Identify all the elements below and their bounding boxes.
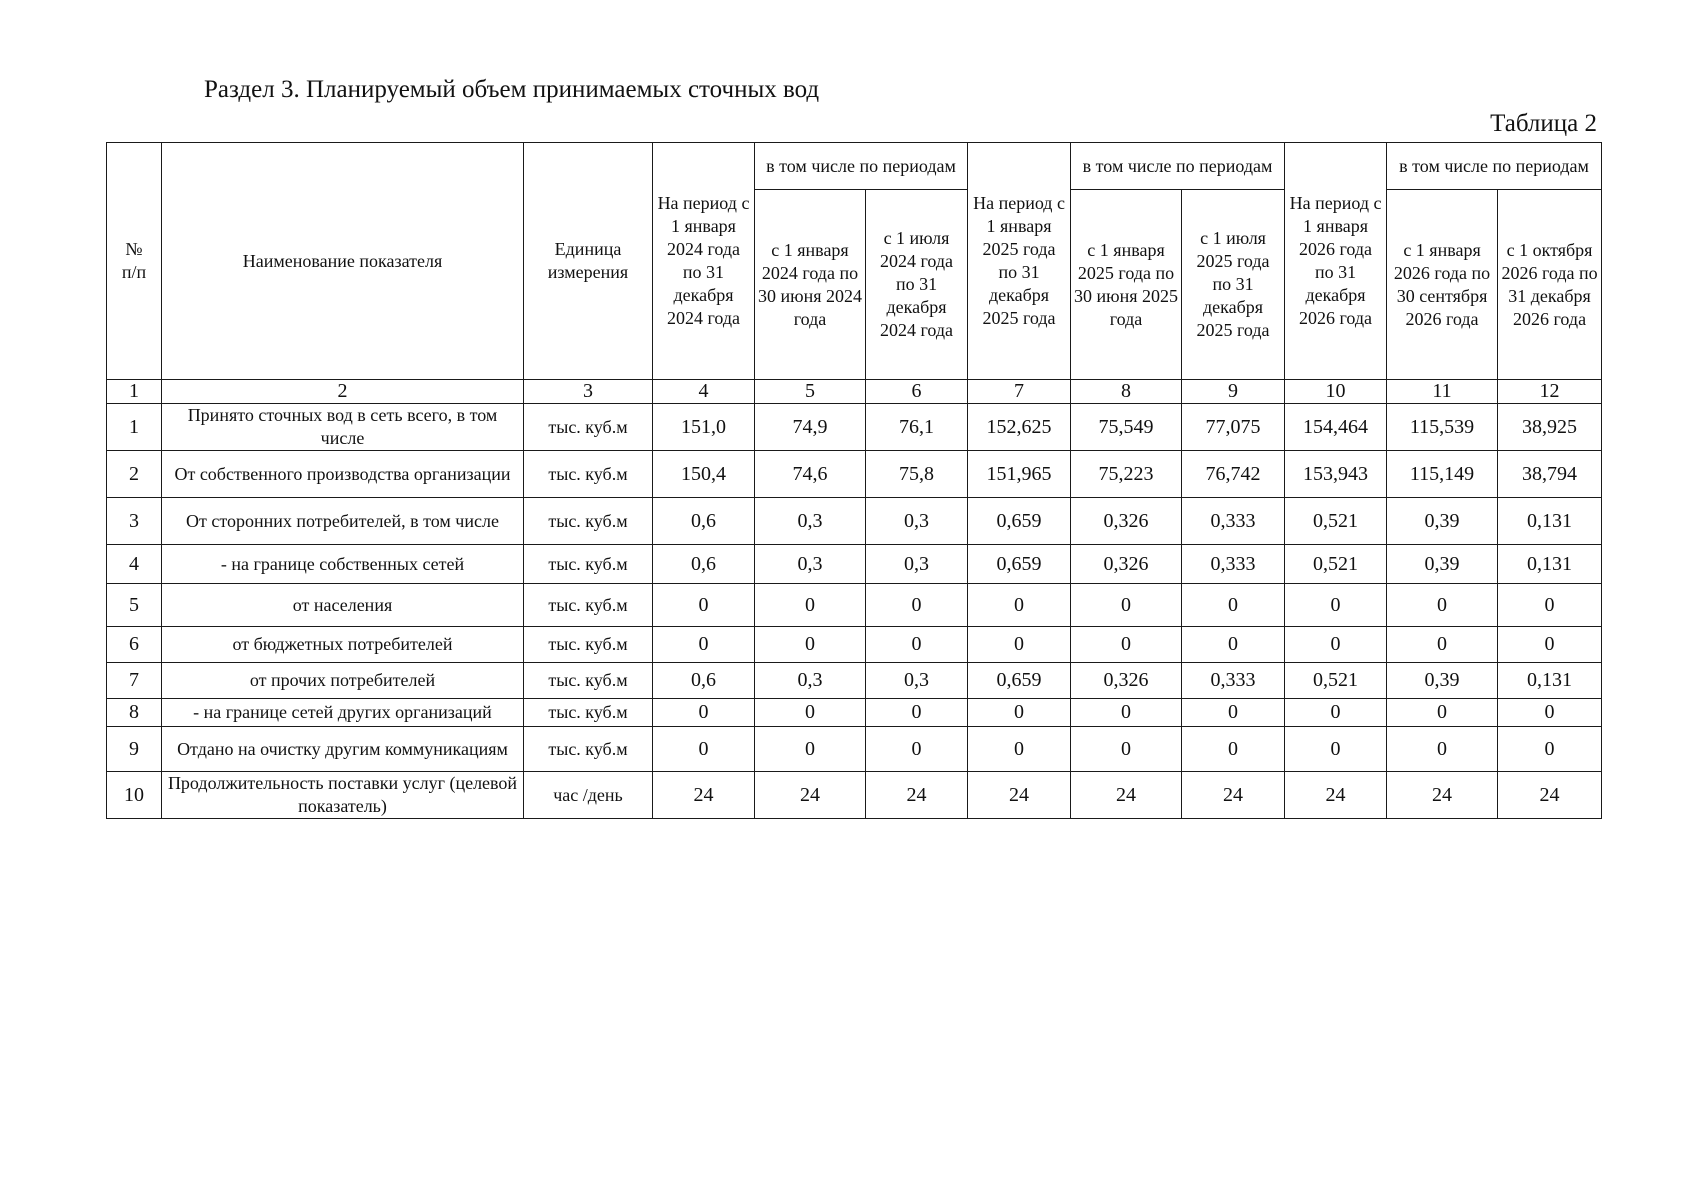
header-2024-h2: с 1 июля 2024 года по 31 декабря 2024 года <box>866 190 968 380</box>
value-cell: 0 <box>1182 699 1285 727</box>
column-number: 8 <box>1071 380 1182 404</box>
value-cell: 24 <box>1285 772 1387 819</box>
table-row <box>107 498 1602 545</box>
value-cell: 0,39 <box>1387 663 1498 699</box>
value-cell: 0 <box>1498 699 1602 727</box>
column-number: 11 <box>1387 380 1498 404</box>
indicator-name: от населения <box>162 584 524 627</box>
value-cell: 151,965 <box>968 451 1071 498</box>
value-cell: 0 <box>1071 627 1182 663</box>
table-header <box>107 143 1602 404</box>
value-cell: 0 <box>968 727 1071 772</box>
value-cell: 0 <box>1285 699 1387 727</box>
header-num: № п/п <box>107 143 162 380</box>
unit-cell: тыс. куб.м <box>524 545 653 584</box>
value-cell: 150,4 <box>653 451 755 498</box>
table-row <box>107 451 1602 498</box>
value-cell: 115,539 <box>1387 404 1498 451</box>
unit-cell: тыс. куб.м <box>524 584 653 627</box>
header-sub-2025: в том числе по периодам <box>1071 143 1285 190</box>
value-cell: 0 <box>1387 584 1498 627</box>
row-number: 3 <box>107 498 162 545</box>
header-sub-2024: в том числе по периодам <box>755 143 968 190</box>
indicator-name: - на границе сетей других организаций <box>162 699 524 727</box>
value-cell: 75,223 <box>1071 451 1182 498</box>
value-cell: 0,6 <box>653 663 755 699</box>
value-cell: 24 <box>1387 772 1498 819</box>
value-cell: 0,39 <box>1387 498 1498 545</box>
header-name: Наименование показателя <box>162 143 524 380</box>
value-cell: 0 <box>653 727 755 772</box>
value-cell: 0 <box>1285 584 1387 627</box>
value-cell: 153,943 <box>1285 451 1387 498</box>
value-cell: 76,742 <box>1182 451 1285 498</box>
column-number: 12 <box>1498 380 1602 404</box>
table-row <box>107 627 1602 663</box>
value-cell: 0 <box>1498 727 1602 772</box>
value-cell: 0 <box>755 584 866 627</box>
column-number: 6 <box>866 380 968 404</box>
unit-cell: тыс. куб.м <box>524 627 653 663</box>
value-cell: 0 <box>1285 627 1387 663</box>
unit-cell: тыс. куб.м <box>524 663 653 699</box>
value-cell: 74,9 <box>755 404 866 451</box>
value-cell: 75,549 <box>1071 404 1182 451</box>
header-period-2024: На период с 1 января 2024 года по 31 декабря 2024 года <box>653 143 755 380</box>
value-cell: 76,1 <box>866 404 968 451</box>
value-cell: 0 <box>866 627 968 663</box>
value-cell: 0 <box>755 699 866 727</box>
value-cell: 0 <box>1182 584 1285 627</box>
value-cell: 0,3 <box>866 663 968 699</box>
row-number: 4 <box>107 545 162 584</box>
column-number: 4 <box>653 380 755 404</box>
section-title: Раздел 3. Планируемый объем принимаемых сточных вод <box>204 76 820 103</box>
value-cell: 38,925 <box>1498 404 1602 451</box>
value-cell: 0,3 <box>866 498 968 545</box>
value-cell: 0 <box>866 584 968 627</box>
value-cell: 0,3 <box>755 663 866 699</box>
value-cell: 0,131 <box>1498 545 1602 584</box>
table-row <box>107 699 1602 727</box>
value-cell: 0,333 <box>1182 545 1285 584</box>
column-numbers-row <box>107 380 1602 404</box>
table-body <box>107 404 1602 819</box>
value-cell: 24 <box>1498 772 1602 819</box>
header-2024-h1: с 1 января 2024 года по 30 июня 2024 года <box>755 190 866 380</box>
value-cell: 0 <box>1285 727 1387 772</box>
value-cell: 151,0 <box>653 404 755 451</box>
value-cell: 74,6 <box>755 451 866 498</box>
header-2026-q1-q3: с 1 января 2026 года по 30 сентября 2026 года <box>1387 190 1498 380</box>
value-cell: 154,464 <box>1285 404 1387 451</box>
table-label: Таблица 2 <box>1490 110 1597 137</box>
value-cell: 77,075 <box>1182 404 1285 451</box>
value-cell: 0,659 <box>968 545 1071 584</box>
value-cell: 0 <box>866 699 968 727</box>
header-period-2025: На период с 1 января 2025 года по 31 декабря 2025 года <box>968 143 1071 380</box>
table-row <box>107 727 1602 772</box>
indicator-name: От сторонних потребителей, в том числе <box>162 498 524 545</box>
unit-cell: тыс. куб.м <box>524 404 653 451</box>
row-number: 1 <box>107 404 162 451</box>
value-cell: 0 <box>968 699 1071 727</box>
value-cell: 0,39 <box>1387 545 1498 584</box>
value-cell: 24 <box>1071 772 1182 819</box>
value-cell: 0 <box>1387 727 1498 772</box>
value-cell: 152,625 <box>968 404 1071 451</box>
unit-cell: тыс. куб.м <box>524 451 653 498</box>
value-cell: 0,131 <box>1498 663 1602 699</box>
value-cell: 0,521 <box>1285 545 1387 584</box>
unit-cell: тыс. куб.м <box>524 727 653 772</box>
value-cell: 0,326 <box>1071 498 1182 545</box>
table-row <box>107 772 1602 819</box>
table-row <box>107 584 1602 627</box>
value-cell: 0,326 <box>1071 663 1182 699</box>
value-cell: 0,326 <box>1071 545 1182 584</box>
row-number: 9 <box>107 727 162 772</box>
value-cell: 0 <box>1182 727 1285 772</box>
column-number: 9 <box>1182 380 1285 404</box>
row-number: 8 <box>107 699 162 727</box>
value-cell: 75,8 <box>866 451 968 498</box>
indicator-name: от прочих потребителей <box>162 663 524 699</box>
value-cell: 0 <box>1071 584 1182 627</box>
value-cell: 0,333 <box>1182 663 1285 699</box>
value-cell: 0,3 <box>866 545 968 584</box>
value-cell: 115,149 <box>1387 451 1498 498</box>
header-unit: Единица измерения <box>524 143 653 380</box>
header-2025-h1: с 1 января 2025 года по 30 июня 2025 года <box>1071 190 1182 380</box>
value-cell: 0 <box>968 627 1071 663</box>
value-cell: 0 <box>1071 727 1182 772</box>
value-cell: 0,6 <box>653 545 755 584</box>
row-number: 6 <box>107 627 162 663</box>
value-cell: 0 <box>1182 627 1285 663</box>
row-number: 10 <box>107 772 162 819</box>
value-cell: 0,6 <box>653 498 755 545</box>
value-cell: 24 <box>968 772 1071 819</box>
indicator-name: От собственного производства организации <box>162 451 524 498</box>
column-number: 1 <box>107 380 162 404</box>
row-number: 5 <box>107 584 162 627</box>
value-cell: 24 <box>755 772 866 819</box>
value-cell: 0 <box>1498 584 1602 627</box>
value-cell: 38,794 <box>1498 451 1602 498</box>
value-cell: 0 <box>1387 699 1498 727</box>
value-cell: 0,3 <box>755 498 866 545</box>
unit-cell: тыс. куб.м <box>524 699 653 727</box>
value-cell: 24 <box>653 772 755 819</box>
column-number: 7 <box>968 380 1071 404</box>
column-number: 2 <box>162 380 524 404</box>
value-cell: 0 <box>866 727 968 772</box>
row-number: 2 <box>107 451 162 498</box>
value-cell: 0 <box>653 627 755 663</box>
table-row <box>107 404 1602 451</box>
value-cell: 0 <box>653 699 755 727</box>
value-cell: 0 <box>1387 627 1498 663</box>
indicator-name: Продолжительность поставки услуг (целевой показатель) <box>162 772 524 819</box>
header-2025-h2: с 1 июля 2025 года по 31 декабря 2025 года <box>1182 190 1285 380</box>
column-number: 5 <box>755 380 866 404</box>
value-cell: 0,659 <box>968 498 1071 545</box>
header-2026-q4: с 1 октября 2026 года по 31 декабря 2026 года <box>1498 190 1602 380</box>
value-cell: 0 <box>755 727 866 772</box>
column-number: 10 <box>1285 380 1387 404</box>
indicator-name: от бюджетных потребителей <box>162 627 524 663</box>
value-cell: 0,131 <box>1498 498 1602 545</box>
value-cell: 0,521 <box>1285 663 1387 699</box>
wastewater-volume-table <box>106 142 1602 819</box>
value-cell: 24 <box>1182 772 1285 819</box>
header-period-2026: На период с 1 января 2026 года по 31 декабря 2026 года <box>1285 143 1387 380</box>
value-cell: 0 <box>1071 699 1182 727</box>
value-cell: 24 <box>866 772 968 819</box>
value-cell: 0,333 <box>1182 498 1285 545</box>
table-row <box>107 663 1602 699</box>
indicator-name: - на границе собственных сетей <box>162 545 524 584</box>
value-cell: 0 <box>1498 627 1602 663</box>
header-sub-2026: в том числе по периодам <box>1387 143 1602 190</box>
unit-cell: час /день <box>524 772 653 819</box>
value-cell: 0,3 <box>755 545 866 584</box>
table-row <box>107 545 1602 584</box>
indicator-name: Отдано на очистку другим коммуникациям <box>162 727 524 772</box>
value-cell: 0 <box>653 584 755 627</box>
value-cell: 0 <box>968 584 1071 627</box>
value-cell: 0 <box>755 627 866 663</box>
column-number: 3 <box>524 380 653 404</box>
indicator-name: Принято сточных вод в сеть всего, в том числе <box>162 404 524 451</box>
value-cell: 0,659 <box>968 663 1071 699</box>
row-number: 7 <box>107 663 162 699</box>
unit-cell: тыс. куб.м <box>524 498 653 545</box>
value-cell: 0,521 <box>1285 498 1387 545</box>
